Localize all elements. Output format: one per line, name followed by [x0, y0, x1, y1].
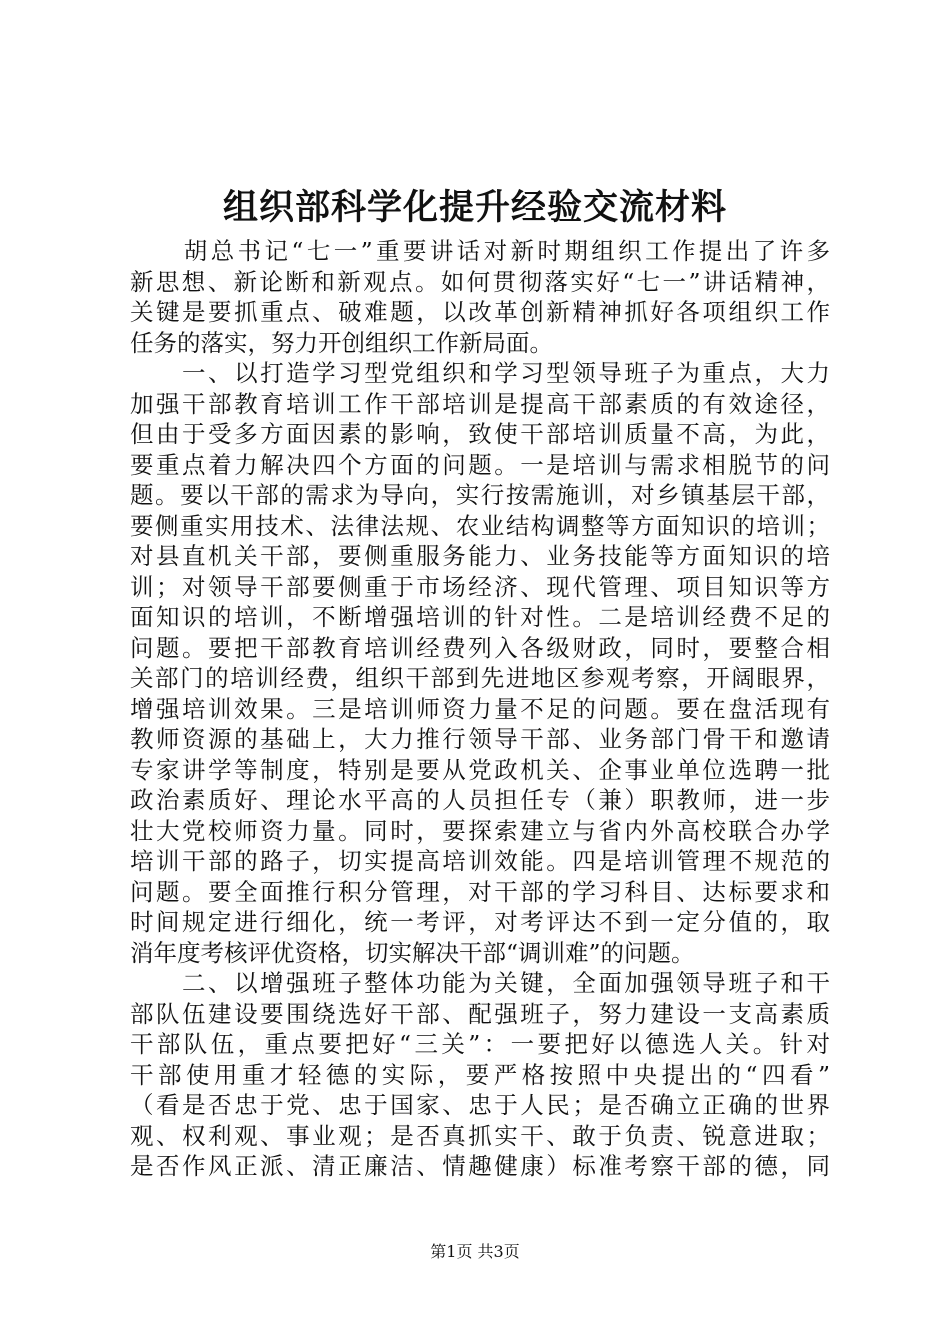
document-title: 组织部科学化提升经验交流材料	[222, 187, 727, 228]
text-line: 壮大党校师资力量。同时，要探索建立与省内外高校联合办学	[130, 816, 830, 845]
text-line: 但由于受多方面因素的影响，致使干部培训质量不高，为此，	[130, 420, 830, 448]
text-line: 二、以增强班子整体功能为关键，全面加强领导班子和干	[130, 969, 830, 997]
text-line: 胡总书记“七一”重要讲话对新时期组织工作提出了许多	[130, 237, 830, 265]
text-line: 干部队伍，重点要把好“三关”：一要把好以德选人关。针对	[130, 1030, 830, 1058]
text-line: 部队伍建设要围绕选好干部、配强班子，努力建设一支高素质	[130, 999, 830, 1028]
text-line: 增强培训效果。三是培训师资力量不足的问题。要在盘活现有	[130, 694, 830, 723]
document-body	[130, 236, 830, 1182]
text-line: 政治素质好、理论水平高的人员担任专（兼）职教师，进一步	[130, 786, 830, 814]
text-line: 要侧重实用技术、法律法规、农业结构调整等方面知识的培训；	[130, 511, 830, 540]
text-line: 教师资源的基础上，大力推行领导干部、业务部门骨干和邀请	[130, 725, 830, 753]
text-line: 是否作风正派、清正廉洁、情趣健康）标准考察干部的德，同	[130, 1152, 830, 1180]
text-line: 训；对领导干部要侧重于市场经济、现代管理、项目知识等方	[130, 572, 830, 601]
text-line: 一、以打造学习型党组织和学习型领导班子为重点，大力	[130, 359, 830, 387]
text-line: （看是否忠于党、忠于国家、忠于人民；是否确立正确的世界	[130, 1091, 830, 1119]
text-line: 专家讲学等制度，特别是要从党政机关、企事业单位选聘一批	[130, 755, 830, 784]
text-line: 时间规定进行细化，统一考评，对考评达不到一定分值的，取	[130, 908, 830, 936]
text-line: 新思想、新论断和新观点。如何贯彻落实好“七一”讲话精神，	[130, 267, 830, 296]
text-line: 关部门的培训经费，组织干部到先进地区参观考察，开阔眼界，	[130, 664, 830, 692]
text-line: 题。要以干部的需求为导向，实行按需施训，对乡镇基层干部，	[130, 481, 830, 509]
text-line: 问题。要全面推行积分管理，对干部的学习科目、达标要求和	[130, 877, 830, 906]
text-line: 消年度考核评优资格，切实解决干部“调训难”的问题。	[130, 938, 695, 967]
page-footer: 第1页 共3页	[430, 1242, 520, 1261]
text-line: 对县直机关干部，要侧重服务能力、业务技能等方面知识的培	[130, 542, 830, 570]
text-line: 干部使用重才轻德的实际，要严格按照中央提出的“四看”	[130, 1060, 830, 1089]
text-line: 观、权利观、事业观；是否真抓实干、敢于负责、锐意进取；	[130, 1121, 830, 1150]
text-line: 加强干部教育培训工作干部培训是提高干部素质的有效途径，	[130, 389, 830, 418]
text-line: 问题。要把干部教育培训经费列入各级财政，同时，要整合相	[130, 633, 830, 662]
text-line: 培训干部的路子，切实提高培训效能。四是培训管理不规范的	[130, 847, 830, 875]
text-line: 要重点着力解决四个方面的问题。一是培训与需求相脱节的问	[130, 450, 830, 479]
text-line: 面知识的培训，不断增强培训的针对性。二是培训经费不足的	[130, 603, 830, 631]
text-line: 任务的落实，努力开创组织工作新局面。	[130, 328, 553, 357]
text-line: 关键是要抓重点、破难题，以改革创新精神抓好各项组织工作	[130, 298, 830, 326]
